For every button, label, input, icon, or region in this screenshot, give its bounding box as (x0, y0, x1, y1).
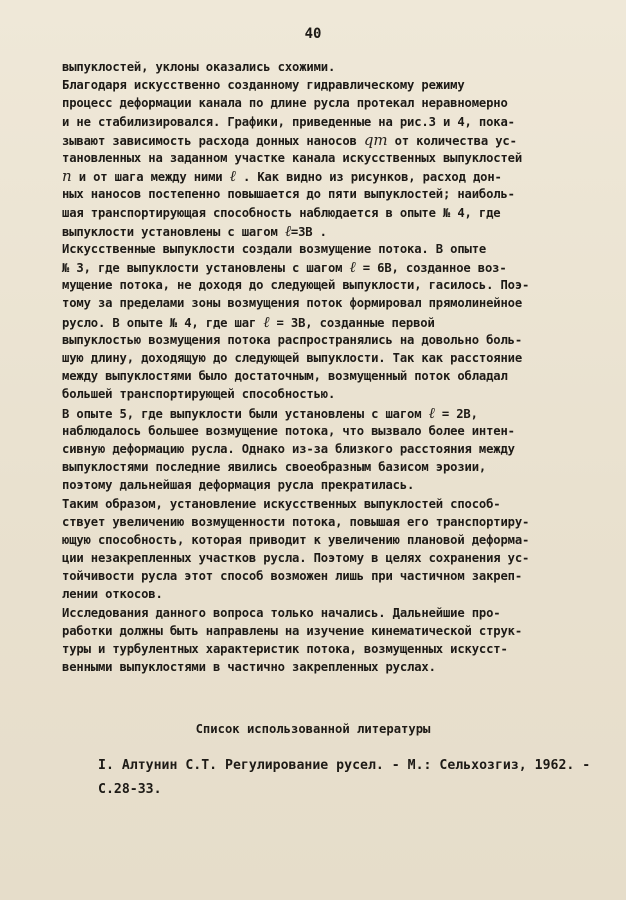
text-line: тойчивости русла этот способ возможен лишь при частичном закреп- (62, 569, 522, 584)
reference-line: С.28-33. (98, 782, 162, 797)
text-line: процесс деформации канала по длине русла протекал неравномерно (62, 96, 508, 111)
handwritten-symbol: ℓ (349, 258, 356, 277)
text-line: выпуклостью возмущения потока распространялись на довольно боль- (62, 332, 522, 347)
handwritten-symbol: ℓ (284, 221, 291, 240)
text-line: наблюдалось большее возмущение потока, что вызвало более интен- (62, 423, 515, 438)
handwritten-symbol: n (62, 167, 72, 186)
text-line: Благодаря искусственно созданному гидравлическому режиму (62, 78, 465, 93)
text-line: ющую способность, которая приводит к увеличению плановой деформа- (62, 532, 530, 547)
page-number: 40 (304, 26, 322, 42)
references-heading: Список использованной литературы (195, 722, 431, 736)
text-line: выпуклостями последние явились своеобразным базисом эрозии, (62, 460, 487, 475)
text-line: и не стабилизировался. Графики, приведенные на рис.3 и 4, пока- (62, 114, 515, 129)
text-line: Исследования данного вопроса только начались. Дальнейшие про- (62, 605, 501, 620)
references-list (98, 754, 598, 802)
text-line: тановленных на заданном участке канала искусственных выпуклостей (62, 150, 522, 165)
text-line: n и от шага между ними ℓ . Как видно из рисунков, расход дон- (62, 167, 502, 186)
text-line: шая транспортирующая способность наблюдается в опыте № 4, где (62, 205, 501, 220)
text-line: ствует увеличению возмущенности потока, повышая его транспортиру- (62, 514, 530, 529)
text-line: лении откосов. (62, 587, 163, 602)
text-line: выпуклости установлены с шагом ℓ=3В . (62, 221, 327, 240)
text-line: большей транспортирующей способностью. (62, 387, 336, 402)
text-line: сивную деформацию русла. Однако из-за близкого расстояния между (62, 441, 515, 456)
reference-line: I. Алтунин С.Т. Регулирование русел. - М.: Сельхозгиз, 1962. - (98, 758, 591, 773)
handwritten-symbol: ℓ (263, 312, 270, 331)
text-line: работки должны быть направлены на изучение кинематической струк- (62, 623, 522, 638)
text-line: венными выпуклостями в частично закрепленных руслах. (62, 660, 436, 675)
text-line: выпуклостей, уклоны оказались схожими. (62, 60, 336, 74)
text-line: Искусственные выпуклости создали возмущение потока. В опыте (62, 241, 487, 256)
text-line: Таким образом, установление искусственных выпуклостей способ- (62, 496, 501, 511)
text-line: мущение потока, не доходя до следующей выпуклости, гасилось. Поэ- (62, 278, 530, 293)
text-line: зывают зависимость расхода донных наносов qт от количества ус- (62, 130, 517, 149)
text-line: № 3, где выпуклости установлены с шагом ℓ = 6В, созданное воз- (62, 258, 507, 277)
text-line: шую длину, доходящую до следующей выпуклости. Так как расстояние (62, 351, 522, 365)
text-line: тому за пределами зоны возмущения поток формировал прямолинейное (62, 296, 522, 311)
handwritten-symbol: ℓ (428, 403, 435, 422)
text-line: туры и турбулентных характеристик потока, возмущенных искусст- (62, 642, 508, 656)
body-text (62, 58, 587, 676)
text-line: В опыте 5, где выпуклости были установлены с шагом ℓ = 2В, (62, 403, 478, 422)
text-line: ных наносов постепенно повышается до пяти выпуклостей; наиболь- (62, 187, 515, 202)
text-line: русло. В опыте № 4, где шаг ℓ = 3В, созданные первой (62, 312, 435, 331)
handwritten-symbol: ℓ (229, 167, 236, 186)
text-line: поэтому дальнейшая деформация русла прекратилась. (62, 478, 415, 493)
text-line: между выпуклостями было достаточным, возмущенный поток обладал (62, 369, 508, 384)
handwritten-symbol: qт (363, 130, 388, 149)
text-line: ции незакрепленных участков русла. Поэтому в целях сохранения ус- (62, 551, 530, 566)
